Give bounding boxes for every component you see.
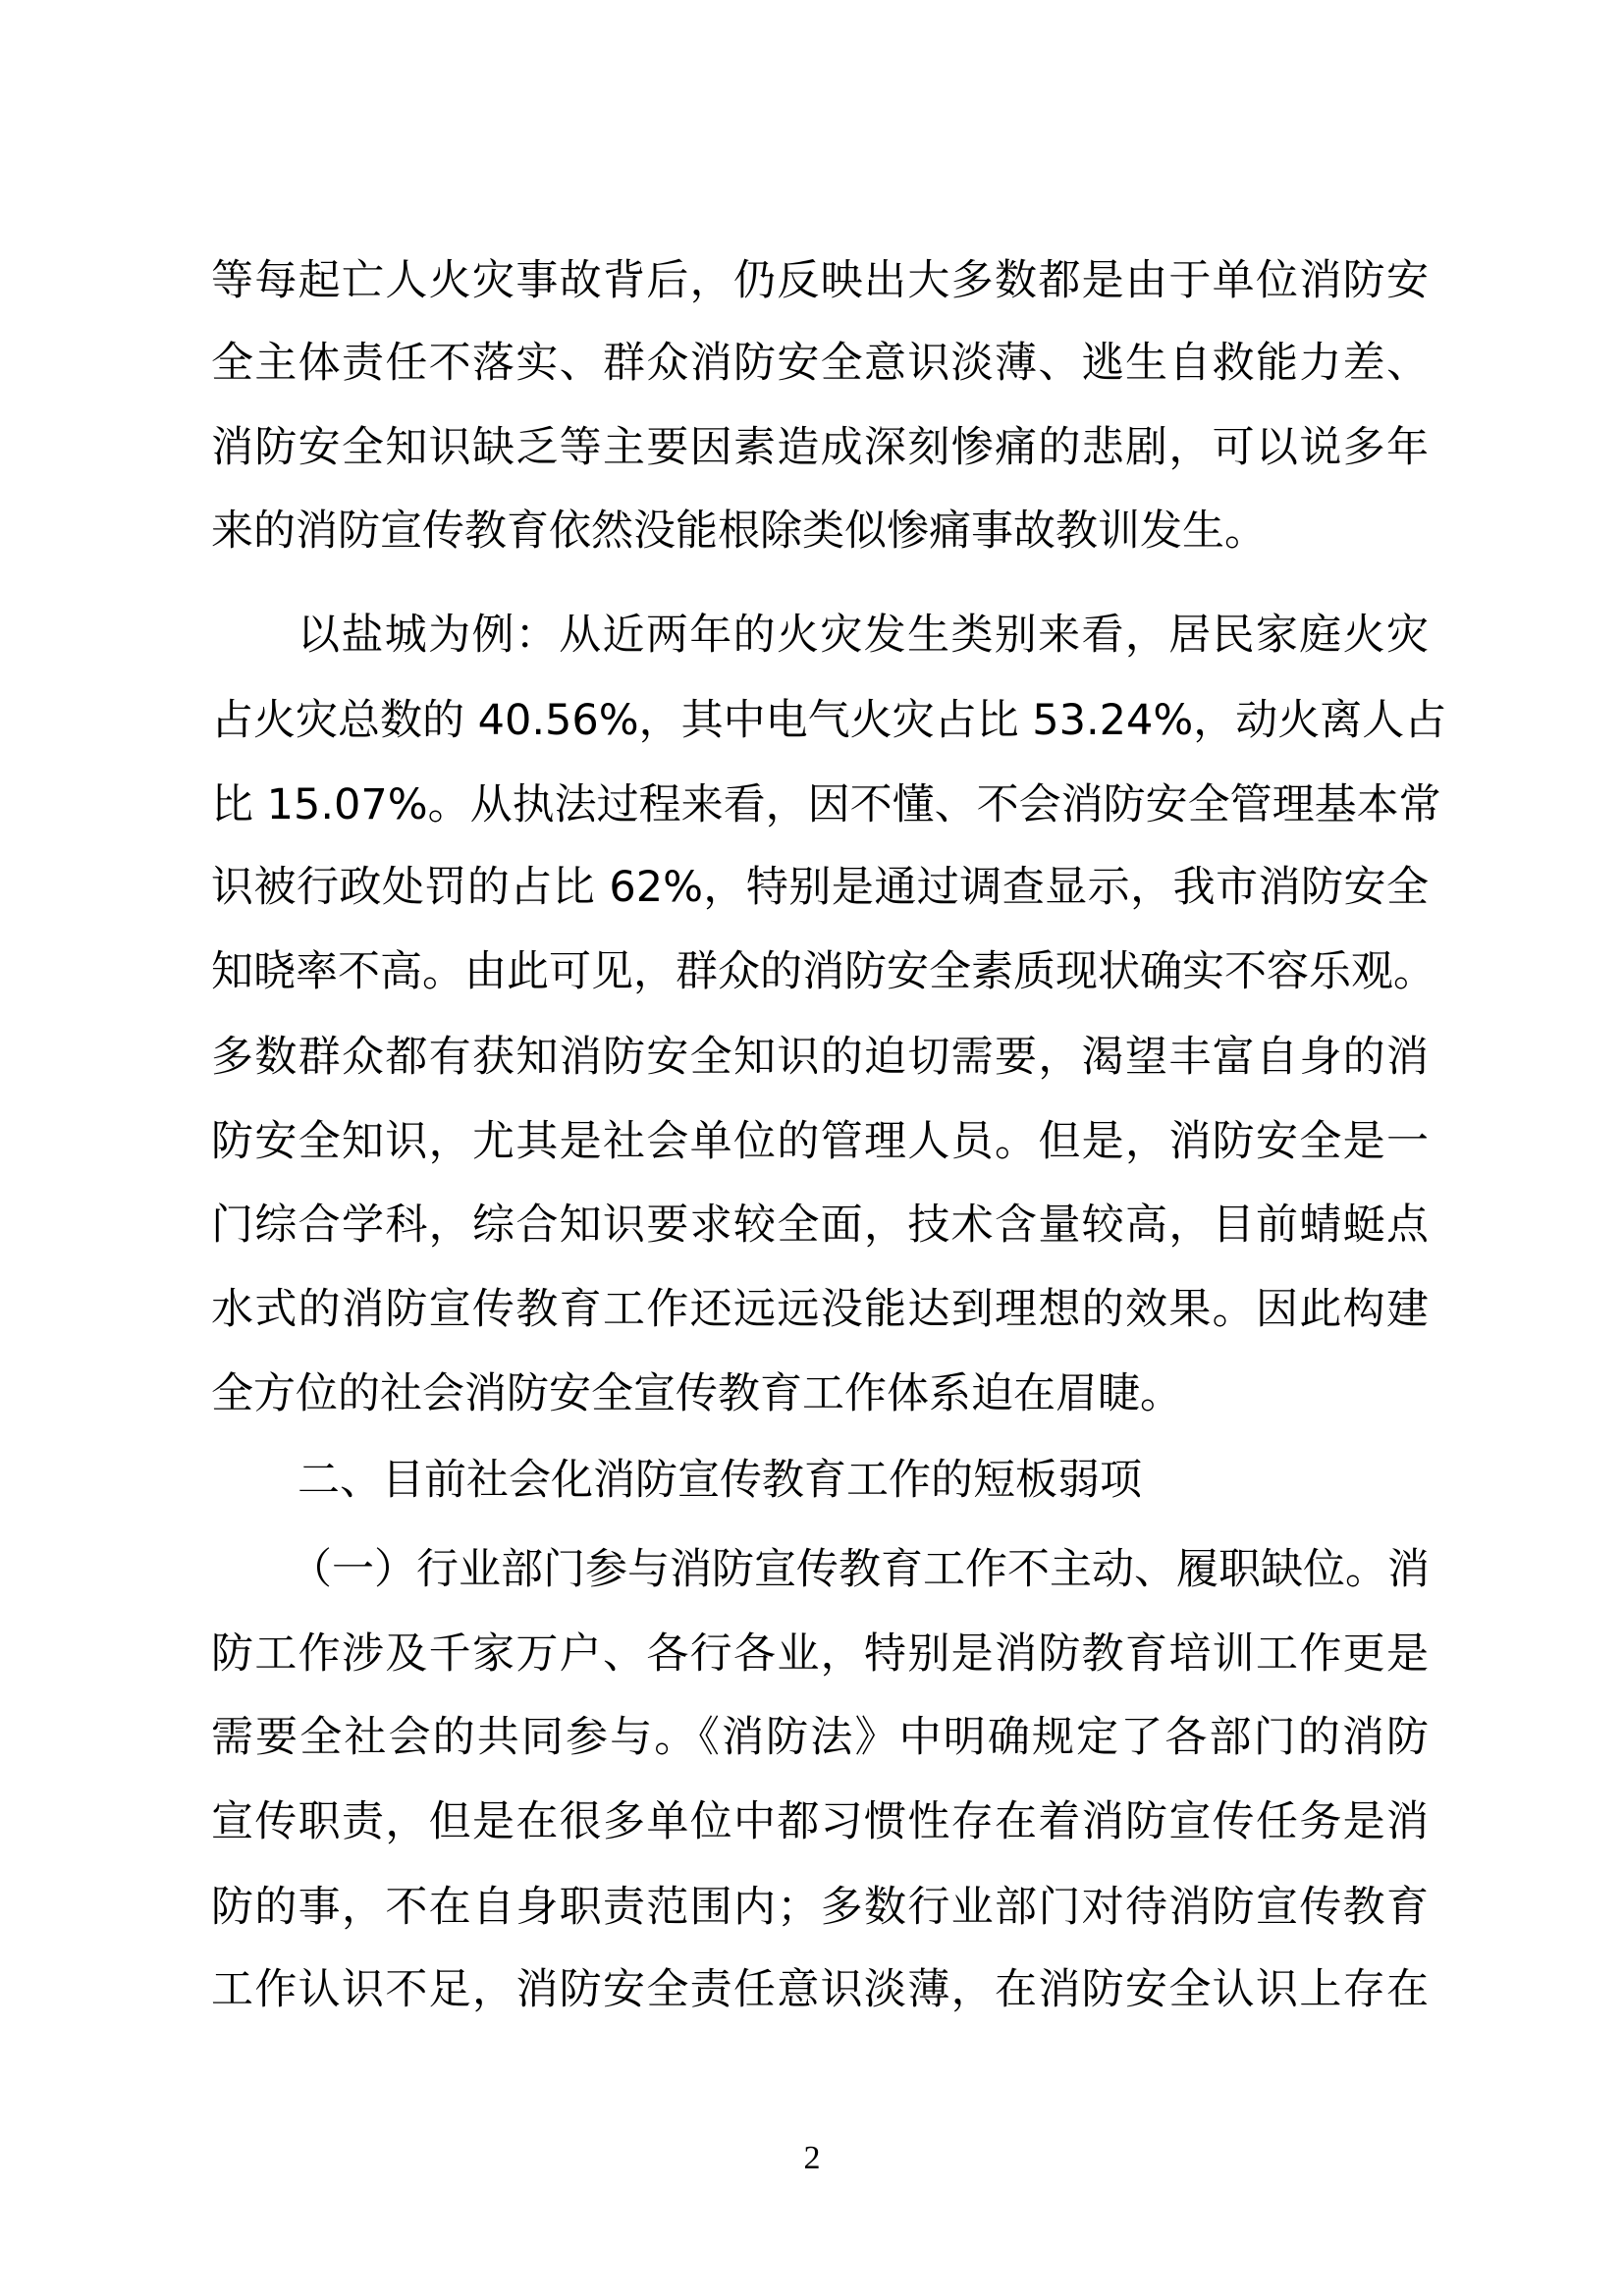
text-line: 防工作涉及千家万户、各行各业，特别是消防教育培训工作更是: [211, 1629, 1429, 1679]
text-line: 防的事，不在自身职责范围内；多数行业部门对待消防宣传教育: [211, 1883, 1429, 1932]
text-line: 防安全知识，尤其是社会单位的管理人员。但是，消防安全是一: [211, 1117, 1429, 1166]
text-line: 知晓率不高。由此可见，群众的消防安全素质现状确实不容乐观。: [211, 947, 1435, 996]
text-line: 识被行政处罚的占比 62%，特别是通过调查显示，我市消防安全: [211, 863, 1429, 912]
text-line: 宣传职责，但是在很多单位中都习惯性存在着消防宣传任务是消: [211, 1797, 1429, 1846]
text-line: 以盐城为例：从近两年的火灾发生类别来看，居民家庭火灾: [298, 611, 1429, 660]
page-number: 2: [803, 2140, 821, 2176]
text-line: 多数群众都有获知消防安全知识的迫切需要，渴望丰富自身的消: [211, 1033, 1429, 1082]
text-line: 全方位的社会消防安全宣传教育工作体系迫在眉睫。: [211, 1369, 1182, 1418]
text-line: 比 15.07%。从执法过程来看，因不懂、不会消防安全管理基本常: [211, 780, 1441, 829]
text-line: 全主体责任不落实、群众消防安全意识淡薄、逃生自救能力差、: [211, 339, 1429, 388]
text-line: 工作认识不足，消防安全责任意识淡薄，在消防安全认识上存在: [211, 1965, 1429, 2014]
text-line: （一）行业部门参与消防宣传教育工作不主动、履职缺位。消: [290, 1545, 1430, 1594]
text-line: 需要全社会的共同参与。《消防法》中明确规定了各部门的消防: [211, 1713, 1429, 1762]
text-line: 来的消防宣传教育依然没能根除类似惨痛事故教训发生。: [211, 507, 1267, 556]
text-line: 水式的消防宣传教育工作还远远没能达到理想的效果。因此构建: [211, 1285, 1429, 1334]
text-line: 消防安全知识缺乏等主要因素造成深刻惨痛的悲剧，可以说多年: [211, 423, 1429, 472]
text-line: 等每起亡人火灾事故背后，仍反映出大多数都是由于单位消防安: [211, 256, 1429, 305]
text-line: 占火灾总数的 40.56%，其中电气火灾占比 53.24%，动火离人占: [211, 696, 1447, 745]
text-line: 门综合学科，综合知识要求较全面，技术含量较高，目前蜻蜓点: [211, 1201, 1429, 1250]
section-heading: 二、目前社会化消防宣传教育工作的短板弱项: [298, 1456, 1142, 1505]
